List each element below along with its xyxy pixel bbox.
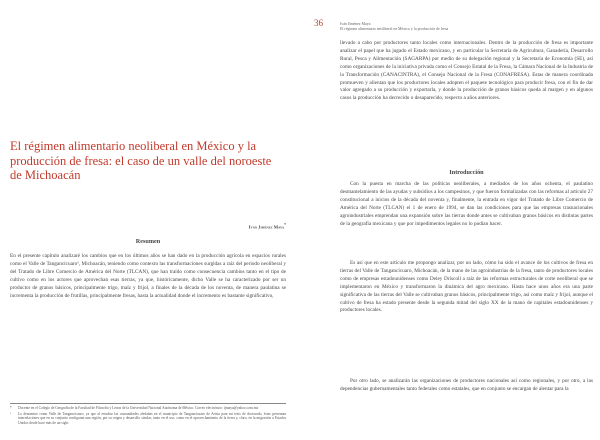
body-paragraph: Por otro lado, se analizarán las organizaciones de productores nacionales así como regionales, y por otro, a las dependencias gubernamentales tanto federales como estatales, que en conjunto se encargan de alentar para la [340, 378, 593, 392]
author-footnote-mark: * [284, 223, 286, 227]
running-header [340, 22, 448, 32]
footnote-text: Lo denomino como Valle de Tangancícuaro, ya que al estudiar las comunidades aledañas en el municipio de Tangancícuaro de Arista para mi tesis de doctorado, éstas presentan interrelaciones que en su conjunto configuran una región, por su origen y desarrollo similar, tanto en el uso, como en el aprovechamiento de la tierra y, claro, en la migración a Estados Unidos desde hace más de un siglo. [18, 411, 286, 425]
author-name [249, 223, 286, 230]
footnotes [10, 403, 286, 426]
introduction-heading: Introducción [449, 169, 484, 176]
footnote-text: Docente en el Colegio de Geografía de la Facultad de Filosofía y Letras de la Universidad Nacional Autónoma de México. Correo electrónico: ijmaya@yahoo.com.mx [18, 406, 259, 410]
footnote-mark: ¹ [10, 411, 12, 416]
body-paragraph: Con la puesta en marcha de las políticas neoliberales, a mediados de los años ochenta, el paulatino desmantelamiento de las ayudas y subsidios a los campesinos, y que fueron formalizadas con las reformas al artículo 27 constitucional a inicios de la década del noventa y, finalmente, la entrada en vigor del Tratado de Libre Comercio de América del Norte (TLCAN) el 1 de enero de 1994, se dan las condiciones para que las empresas trasnacionales agroindustriales emprendan una expansión sobre las tierras donde antes se cultivaban granos básicos en distintas partes de la geografía mexicana y que por impedimentos legales no lo podían hacer. [340, 181, 593, 227]
resumen-paragraph: En el presente capítulo analizaré los cambios que en los últimos años se han dado en la producción agrícola en espacios rurales como el Valle de Tangancícuaro¹, Michoacán, teniendo como contexto las transformaciones surgidas a raíz del periodo neoliberal y del Tratado de Libre Comercio de América del Norte (TLCAN), que han traído como consecuencia cambios tanto en el tipo de cultivo como en los actores que aprovechan esas tierras, ya que, históricamente, dicho Valle se ha caracterizado por ser un productor de granos básicos, principalmente trigo, maíz y frijol, a finales de la década de los noventa, de manera paulatina se incrementa la producción de frutillas, principalmente fresas, hasta la actualidad donde el incremento es bastante significativo, [10, 253, 286, 300]
body-paragraph: Es así que en este artículo me propongo analizar, por un lado, cómo ha sido el avance de los cultivos de fresa en tierras del Valle de Tangancícuaro, Michoacán, de la mano de las agroindustrias de la fresa, tanto de productores locales como de empresas estadounidenses como Deley Driscoll a raíz de las reformas estructurales de corte neoliberal que se implementaron en México y transformaron la dinámica del agro mexicano. Hasta hace unos años era una parte significativa de las tierras del Valle se cultivaban granos básicos, principalmente trigo, así como maíz y frijol, aunque el cultivo de fresa ha estado presente desde la segunda mitad del siglo XX de la mano de capitales estadounidenses y productores locales. [340, 260, 593, 314]
footnote [10, 406, 286, 411]
author-name-text: Iván Jiménez Maya [248, 224, 285, 230]
footnote-mark: * [10, 406, 12, 410]
resumen-heading: Resumen [135, 238, 161, 245]
chapter-title: El régimen alimentario neoliberal en México y la producción de fresa: el caso de un valle del noroeste de Michoacán [10, 139, 272, 182]
running-title: El régimen alimentario neoliberal en México y la producción de fresa [340, 27, 449, 31]
running-author: Iván Jiménez Maya [340, 22, 371, 26]
body-paragraph: llevado a cabo por productores tanto locales como internacionales. Dentro de la producción de fresa es importante analizar el papel que ha jugado el Estado mexicano, y en particular la Secretaría de Agricultura, Ganadería, Desarrollo Rural, Pesca y Alimentación (SAGARPA) por medio de su delegación regional y la Secretaría de Economía (SE), así como organizaciones de la iniciativa privada como el Consejo Estatal de la Fresa, la Cámara Nacional de la Industria de la Transformación (CANACINTRA), el Consejo Nacional de la Fresa (CONAFRESA). Estas de manera coordinada promueven y alientan que los productores locales adopten el paquete tecnológico para producir fresa, con el fin de dar valor agregado a su producción y exportarla, y donde la producción de granos básicos queda al margen y en algunos casos la producción ha decrecido o desaparecido, respecto a años anteriores. [340, 40, 593, 102]
page-number: 36 [314, 18, 323, 28]
right-page [300, 0, 600, 440]
footnote [10, 412, 286, 426]
